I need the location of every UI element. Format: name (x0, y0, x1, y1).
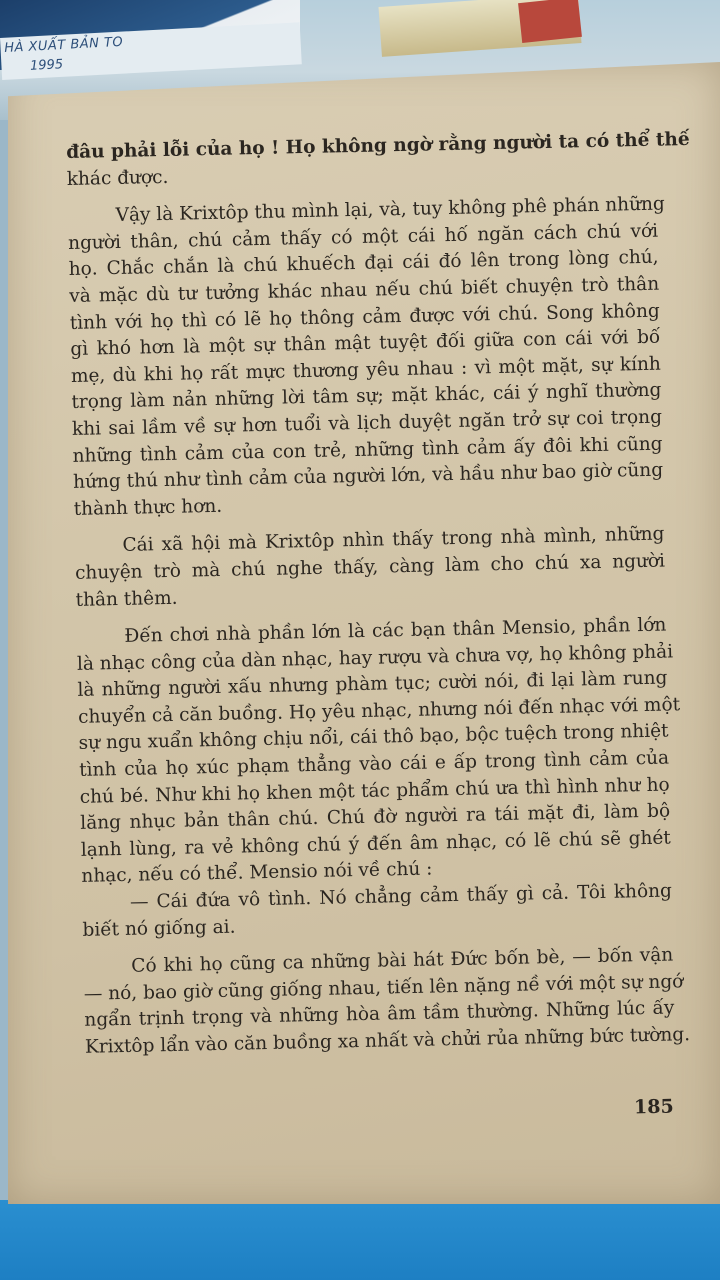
text-line: tình với họ thì có lẽ họ thông cảm được với chú. Song không (69, 300, 660, 334)
text-line: Vậy là Krixtôp thu mình lại, và, tuy không phê phán những (115, 193, 665, 227)
background-book-3 (518, 0, 582, 43)
text-line: Cái xã hội mà Krixtôp nhìn thấy trong nhà mình, những (122, 523, 665, 557)
page-number: 185 (633, 1095, 674, 1119)
text-line: sự ngu xuẩn không chịu nổi, cái thô bạo, bộc tuệch trong nhiệt (78, 720, 669, 755)
text-line: nhạc, nếu có thể. Mensio nói về chú : (81, 858, 433, 888)
text-line: chuyện trò mà chú nghe thấy, càng làm cho chú xa người (74, 550, 666, 584)
text-line: Đến chơi nhà phần lớn là các bạn thân Mensio, phần lớn (124, 614, 667, 647)
background-blue-surface (0, 1200, 720, 1280)
text-line: Krixtôp lẩn vào căn buồng xa nhất và chửi rủa những bức tường. (84, 1024, 691, 1058)
paragraph (83, 943, 691, 1062)
page-text (66, 128, 691, 1062)
paragraph (74, 522, 666, 614)
paragraph (67, 192, 664, 523)
text-line: chuyển cả căn buồng. Họ yêu nhạc, nhưng nói đến nhạc với một (77, 694, 681, 728)
text-line: trọng làm nản những lời tâm sự; mặt khác, cái ý nghĩ thường (71, 379, 662, 414)
text-line: khác được. (66, 166, 169, 190)
text-line: thân thêm. (75, 587, 178, 611)
text-line: chú bé. Như khi họ khen một tác phẩm chú ưa thì hình như họ (79, 774, 670, 808)
text-line: ngẩn trịnh trọng và những hòa âm tầm thường. Những lúc ấy (84, 997, 675, 1032)
text-line: Có khi họ cũng ca những bài hát Đức bốn bè, — bốn vận (131, 944, 674, 978)
text-line: — nó, bao giờ cũng giống nhau, tiến lên nặng nề với một sự ngớ (83, 971, 684, 1005)
cover-publisher-text: HÀ XUẤT BẢN TO (3, 34, 124, 56)
text-line: người thân, chú cảm thấy có một cái hố ngăn cách chú với (67, 220, 659, 254)
text-line: khi sai lầm về sự hơn tuổi và lịch duyệt ngăn trở sự coi trọng (71, 406, 663, 440)
paragraph (76, 613, 681, 891)
text-line: là nhạc công của dàn nhạc, hay rượu và chưa vợ, họ không phải (76, 641, 674, 675)
text-line: hứng thú như tình cảm của người lớn, và hầu như bao giờ cũng (72, 459, 664, 494)
text-line: — Cái đứa vô tình. Nó chẳng cảm thấy gì cả. Tôi không (129, 880, 673, 913)
text-line: mẹ, dù khi họ rất mực thương yêu nhau : vì một mặt, sự kính (70, 353, 662, 387)
text-line: biết nó giống ai. (82, 916, 236, 941)
text-line: lạnh lùng, ra vẻ không chú ý đến âm nhạc, có lẽ chú sẽ ghét (80, 827, 671, 861)
text-line: những tình cảm của con trẻ, những tình cảm ấy đôi khi cũng (72, 433, 663, 467)
cover-year-text: 1995 (29, 57, 64, 74)
text-line: và mặc dù tư tưởng khác nhau nếu chú biết chuyện trò thân (69, 273, 660, 307)
text-line: là những người xấu nhưng phàm tục; cười nói, đi lại làm rung (77, 667, 668, 702)
text-line: gì khó hơn là một sự thân mật tuyệt đối giữa con cái với bố (70, 326, 661, 361)
text-line: tình của họ xúc phạm thẳng vào cái e ấp trong tình cảm của (78, 747, 670, 781)
text-line: đâu phải lỗi của họ ! Họ không ngờ rằng người ta có thể thế (66, 128, 690, 163)
text-line: thành thực hơn. (73, 495, 223, 520)
text-line: họ. Chắc chắn là chú khuếch đại cái đó lên trong lòng chú, (68, 246, 659, 281)
text-line: lăng nhục bản thân chú. Chú đờ người ra tái mặt đi, làm bộ (80, 800, 671, 835)
